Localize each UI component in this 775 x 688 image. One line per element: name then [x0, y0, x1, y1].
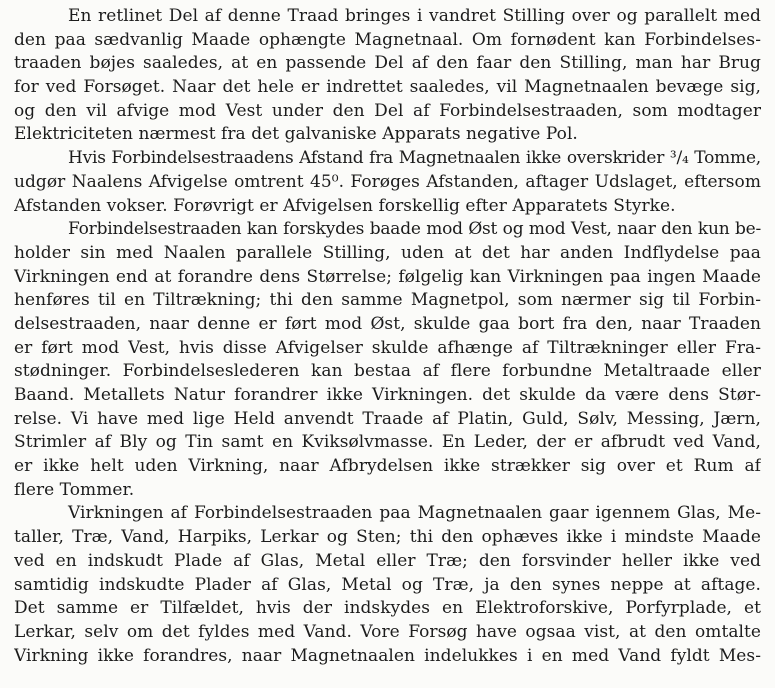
text-line: Baand. Metallets Natur forandrer ikke Virkningen. det skulde da være dens Stør-: [14, 385, 761, 405]
text-line: Forbindelsestraaden kan forskydes baade mod Øst og mod Vest, naar den kun be-: [68, 219, 761, 240]
text-line: Afstanden vokser. Forøvrigt er Afvigelsen forskellig efter Apparatets Styrke.: [14, 195, 676, 216]
paragraph-2: [14, 147, 761, 218]
text-line: Elektriciteten nærmest fra det galvaniske Apparats negative Pol.: [14, 124, 578, 145]
text-line: Hvis Forbindelsestraadens Afstand fra Magnetnaalen ikke overskrider ³/₄ Tomme,: [68, 148, 761, 169]
text-line: Virkning ikke forandres, naar Magnetnaalen indelukkes i en med Vand fyldt Mes-: [14, 645, 761, 666]
text-line: samtidig indskudte Plader af Glas, Metal og Træ, ja den synes neppe at aftage.: [14, 574, 761, 595]
text-line: stødninger. Forbindelseslederen kan bestaa af flere forbundne Metaltraade eller: [14, 361, 761, 382]
paragraph-4: [14, 502, 761, 668]
text-line: Strimler af Bly og Tin samt en Kviksølvmasse. En Leder, der er afbrudt ved Vand,: [14, 432, 761, 453]
text-line: Det samme er Tilfældet, hvis der indskydes en Elektroforskive, Porfyrplade, et: [14, 598, 761, 619]
text-line: traaden bøjes saaledes, at en passende Del af den faar den Stilling, man har Brug: [14, 53, 761, 74]
text-line: ved en indskudt Plade af Glas, Metal eller Træ; den forsvinder heller ikke ved: [14, 550, 761, 571]
text-line: den paa sædvanlig Maade ophængte Magnetnaal. Om fornødent kan Forbindelses-: [14, 29, 761, 50]
text-line: er ført mod Vest, hvis disse Afvigelser skulde afhænge af Tiltrækninger eller Fra-: [14, 337, 761, 358]
text-line: flere Tommer.: [14, 479, 135, 500]
text-line: Virkningen af Forbindelsestraaden paa Magnetnaalen gaar igennem Glas, Me-: [68, 503, 761, 524]
text-line: relse. Vi have med lige Held anvendt Traade af Platin, Guld, Sølv, Messing, Jærn,: [14, 408, 761, 429]
text-line: og den vil afvige mod Vest under den Del af Forbindelsestraaden, som modtager: [14, 100, 761, 121]
text-line: Lerkar, selv om det fyldes med Vand. Vore Forsøg have ogsaa vist, at den omtalte: [14, 621, 761, 642]
text-line: taller, Træ, Vand, Harpiks, Lerkar og Sten; thi den ophæves ikke i mindste Maade: [14, 527, 761, 548]
text-line: henføres til en Tiltrækning; thi den samme Magnetpol, som nærmer sig til Forbin-: [14, 290, 761, 311]
text-line: holder sin med Naalen parallele Stilling, uden at det har anden Indflydelse paa: [14, 242, 761, 263]
paragraph-1: [14, 5, 761, 147]
text-line: Virkningen end at forandre dens Størrelse; følgelig kan Virkningen paa ingen Maade: [14, 266, 761, 287]
text-line: er ikke helt uden Virkning, naar Afbrydelsen ikke strækker sig over et Rum af: [14, 456, 761, 477]
text-line: En retlinet Del af denne Traad bringes i vandret Stilling over og parallelt med: [68, 6, 761, 26]
text-line: udgør Naalens Afvigelse omtrent 45⁰. Forøges Afstanden, aftager Udslaget, eftersom: [14, 171, 761, 192]
paragraph-3: [14, 218, 761, 502]
text-line: for ved Forsøget. Naar det hele er indrettet saaledes, vil Magnetnaalen bevæge sig,: [14, 77, 761, 98]
text-line: delsestraaden, naar denne er ført mod Øst, skulde gaa bort fra den, naar Traaden: [14, 313, 761, 334]
